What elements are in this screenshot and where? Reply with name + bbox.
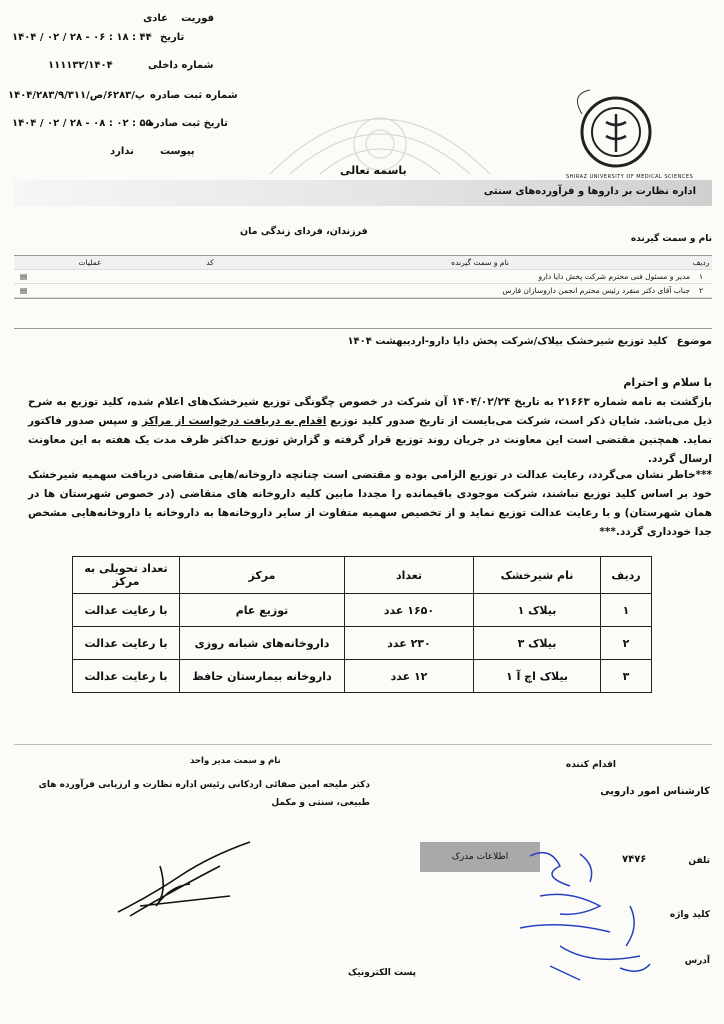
document-info-button[interactable]: اطلاعات مدرک [420,842,540,872]
view-icon[interactable]: ▤ [20,286,28,295]
phone-value: ۷۴۷۶ [622,854,647,865]
manager-value: دکتر ملیحه امین صفائی اردکانی رئیس اداره نظارت و ارزیابی فرآورده های طبیعی، سنتی و مکمل [38,780,370,808]
divider [14,328,712,329]
phone-label: تلفن [688,856,710,866]
col-name: نام و سمت گیرنده [451,258,509,267]
col-row: ردیف [692,258,710,267]
recipient-label: نام و سمت گیرنده [630,234,712,244]
university-logo [560,84,670,184]
department-title: اداره نظارت بر داروها و فرآورده‌های سنتی [483,186,696,197]
urgency-row [143,6,214,25]
manager-label: نام و سمت مدیر واحد [190,756,281,766]
basmala: باسمه تعالی [340,164,407,177]
subject-row [347,336,712,347]
keyword-label: کلید واژه [669,910,710,920]
table-row: ۳ بیلاک اچ آ ۱ ۱۲ عدد داروخانه بیمارستان حافظ با رعایت عدالت [73,660,652,693]
paragraph-2: ***خاطر نشان می‌گردد، رعایت عدالت در توزیع الزامی بوده و مقتضی است چنانچه داروخانه/هایی متقاضی دریافت سهمیه شیرخشک خود بر اساس کلید توزیع نباشند، شرکت موجودی باقیمانده را مجددا مابین کلیه داروخانه های متقاضی (در خصوص شهرستان ها در همان شهرستان) و با رعایت عدالت توزیع نماید و از تخصیص سهمیه متفاوت از سایر داروخانه‌ها به داروخانه یا داروخانه‌هایی مشخص جدا خودداری گردد.*** [28,469,712,538]
recipient-table-header [14,256,712,270]
manager-signature [110,836,260,920]
reg-no-label: شماره ثبت صادره [150,90,238,101]
date-value: ۱۴۰۴ / ۰۲ / ۲۸ - ۰۶ : ۱۸ : ۴۴ [12,32,152,43]
subject-label: موضوع [676,336,712,347]
table-row: ۲ بیلاک ۳ ۲۳۰ عدد داروخانه‌های شبانه روزی با رعایت عدالت [73,627,652,660]
internal-no-value: ۱۱۱۱۳۲/۱۴۰۴ [48,60,113,71]
university-name: SHIRAZ UNIVERSITY OF MEDICAL SCIENCES [566,174,694,180]
subject-value: کلید توزیع شیرخشک بیلاک/شرکت پخش دایا دارو-اردیبهشت ۱۴۰۴ [347,336,668,347]
action-value: کارشناس امور دارویی [600,786,710,797]
recipient-table [14,255,712,299]
col-actions: عملیات [78,258,102,267]
reg-no-value: ۱۴۰۴/۲۸۳/۹/۳۱۱/پ/۶۲۸۳/ص [8,90,145,101]
table-row: ۱ مدیر و مسئول فنی محترم شرکت پخش دایا دارو ▤ [14,270,712,284]
paragraph-1: بازگشت به نامه شماره ۲۱۶۶۳ به تاریخ ۱۴۰۴/۰۲/۲۴ آن شرکت در خصوص چگونگی توزیع شیرخشک‌های اعلام شده، کلید توزیع به شرح ذیل می‌باشد. شایان ذکر است، شرکت می‌بایست از تاریخ صدور کلید توزیع اقدام به دریافت درخواست از مراکز و سپس صدور فاکتور نماید. همچنین مقتضی است این معاونت در جریان روند توزیع قرار گرفته و گزارش توزیع حداکثر ظرف مدت یک هفته به این معاونت ارسال گردد. [28,396,713,465]
view-icon[interactable]: ▤ [20,272,28,281]
urgency-label: فوریت [181,13,214,24]
underlined-instruction: اقدام به دریافت درخواست از مراکز [142,415,327,427]
reg-date-label: تاریخ ثبت صادره [148,118,228,129]
urgency-value: عادی [143,13,168,24]
reg-date-value: ۱۴۰۴ / ۰۲ / ۲۸ - ۰۸ : ۰۲ : ۵۵ [12,118,152,129]
internal-no-label: شماره داخلی [148,60,214,71]
address-label: آدرس [684,956,710,966]
col-code: کد [206,258,214,267]
date-label: تاریخ [160,32,185,43]
distribution-table [72,556,652,693]
attachment-label: پیوست [160,146,195,157]
footer-divider [14,744,712,745]
attachment-value: ندارد [110,146,134,157]
email-label: پست الکترونیک [348,968,417,978]
table-header: ردیف نام شیرخشک تعداد مرکز تعداد تحویلی به مرکز [73,557,652,594]
recipient-value: فرزندان، فردای زندگی مان [240,226,368,237]
department-bar [14,180,712,206]
greeting: با سلام و احترام [623,376,712,389]
table-row: ۲ جناب آقای دکتر منفرد رئیس محترم انجمن داروسازان فارس ▤ [14,284,712,298]
action-label: اقدام کننده [565,760,616,770]
table-row: ۱ بیلاک ۱ ۱۶۵۰ عدد توزیع عام با رعایت عدالت [73,594,652,627]
